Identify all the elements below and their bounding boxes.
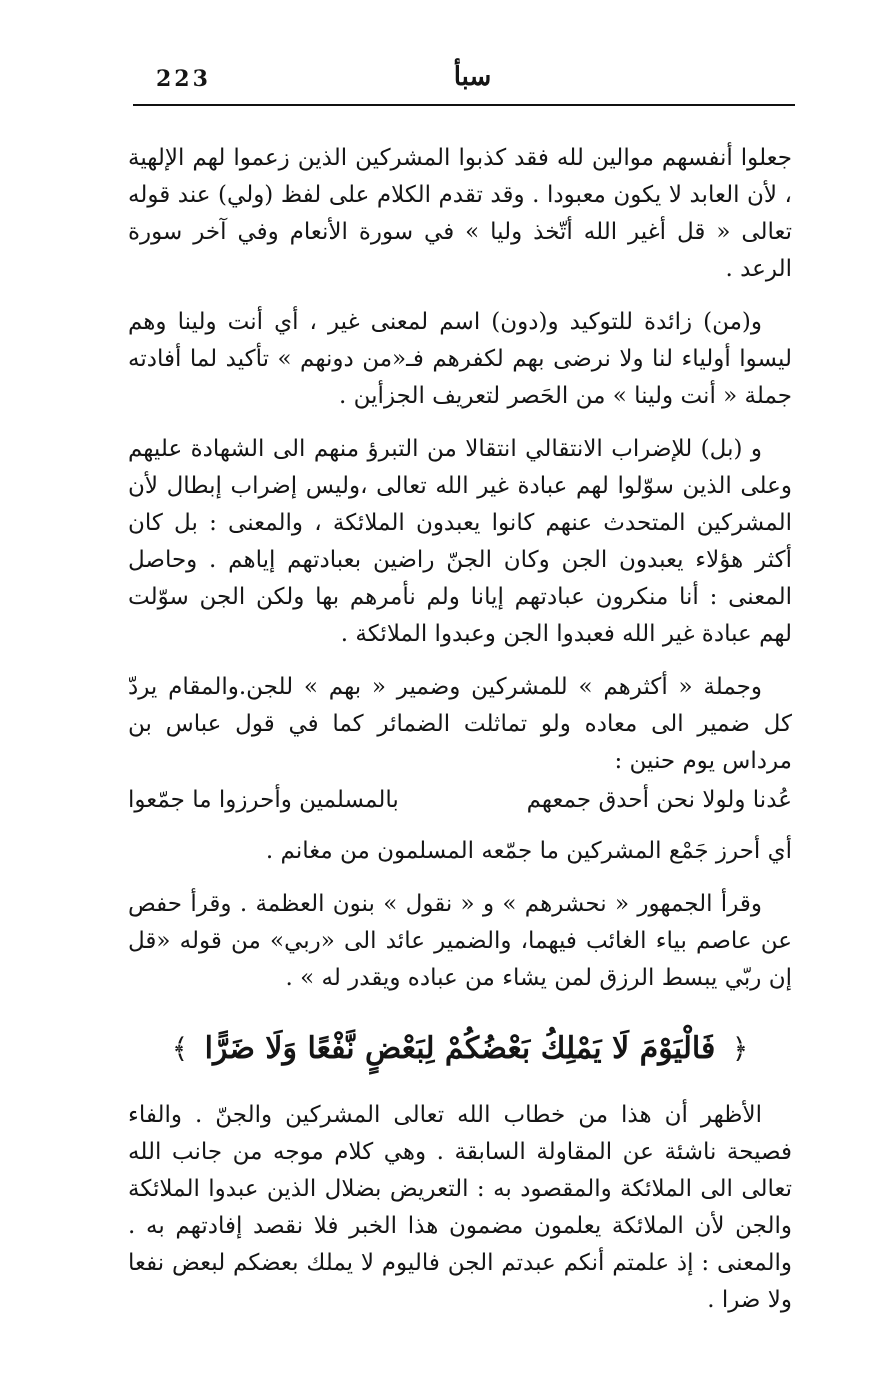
page-header xyxy=(150,62,795,102)
poetry-verse xyxy=(128,782,792,819)
page-number: 223 xyxy=(156,66,211,92)
paragraph: أي أحرز جَمْع المشركين ما جمّعه المسلمون من مغانم . xyxy=(265,838,792,864)
paragraph: جعلوا أنفسهم موالين لله فقد كذبوا المشركين الذين زعموا لهم الإلهية ، لأن العابد لا يكون معبودا . وقد تقدم الكلام على لفظ (ولي) عند قوله تعالى « قل أغير الله أتّخذ وليا » في سورة الأنعام وفي آخر سورة الرعد . xyxy=(128,145,792,282)
paragraph: الأظهر أن هذا من خطاب الله تعالى المشركين والجنّ . والفاء فصيحة ناشئة عن المقاولة السابقة . وهي كلام موجه من جانب الله تعالى الى الملائكة والمقصود به : التعريض بضلال الذين عبدوا الملائكة والجن لأن الملائكة يعلمون مضمون هذا الخبر فلا نقصد إفادتهم به . والمعنى : إذ علمتم أنكم عبدتم الجن فاليوم لا يملك بعضكم لبعض نفعا ولا ضرا . xyxy=(128,1102,792,1313)
paragraph: وقرأ الجمهور « نحشرهم » و « نقول » بنون العظمة . وقرأ حفص عن عاصم بياء الغائب فيهما، والضمير عائد الى «ربي» من قوله «قل إن ربّي يبسط الرزق لمن يشاء من عباده ويقدر له » . xyxy=(128,891,792,991)
paragraph: و (بل) للإضراب الانتقالي انتقالا من التبرؤ منهم الى الشهادة عليهم وعلى الذين سوّلوا لهم عبادة غير الله تعالى ،وليس إضراب إبطال لأن المشركين المتحدث عنهم كانوا يعبدون الملائكة ، والمعنى : بل كان أكثر هؤلاء يعبدون الجن وكان الجنّ راضين بعبادتهم إياهم . وحاصل المعنى : أنا منكرون عبادتهم إيانا ولم نأمرهم بها ولكن الجن سوّلت لهم عبادة غير الله فعبدوا الجن وعبدوا الملائكة . xyxy=(128,436,792,647)
header-rule xyxy=(133,104,795,106)
quran-open-bracket: ﴿ xyxy=(731,1032,749,1065)
paragraph: وجملة « أكثرهم » للمشركين وضمير « بهم » للجن.والمقام يردّ كل ضمير الى معاده ولو تماثلت الضمائر كما في قول عباس بن مرداس يوم حنين : xyxy=(128,674,792,774)
quran-close-bracket: ﴾ xyxy=(171,1032,189,1065)
verse-first-hemistich: عُدنا ولولا نحن أحدق جمعهم xyxy=(526,787,792,813)
paragraph: و(من) زائدة للتوكيد و(دون) اسم لمعنى غير ، أي أنت ولينا وهم ليسوا أولياء لنا ولا نرضى بهم لكفرهم فـ«من دونهم » تأكيد لما أفادته جملة « أنت ولينا » من الحَصر لتعريف الجزأين . xyxy=(128,309,792,409)
commentary-body xyxy=(128,140,792,1335)
quran-verse xyxy=(128,1027,792,1071)
quran-verse-text: فَالْيَوْمَ لَا يَمْلِكُ بَعْضُكُمْ لِبَعْضٍ نَّفْعًا وَلَا ضَرًّا xyxy=(204,1031,716,1066)
running-title: سبأ xyxy=(453,62,492,92)
verse-second-hemistich: بالمسلمين وأحرزوا ما جمّعوا xyxy=(128,787,399,813)
